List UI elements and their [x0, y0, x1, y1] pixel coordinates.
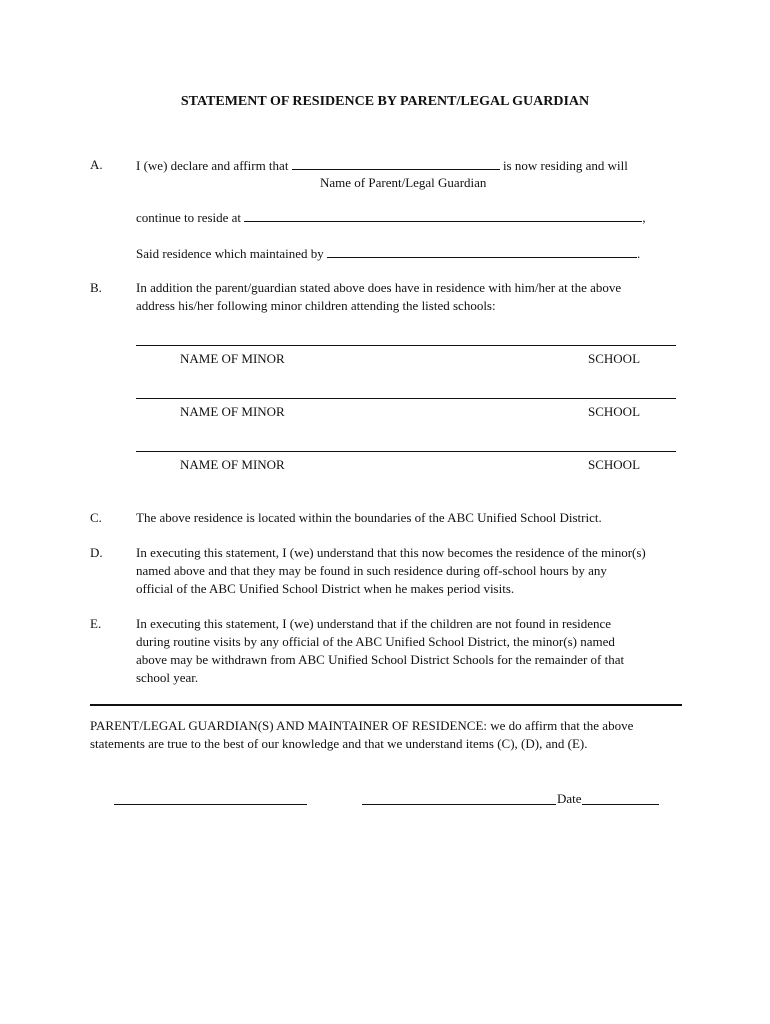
- guardian-name-field[interactable]: [292, 157, 500, 170]
- minor-label: NAME OF MINOR: [180, 404, 285, 419]
- section-e-letter: E.: [90, 616, 102, 631]
- minor-label: NAME OF MINOR: [180, 351, 285, 366]
- affirmation-line2: statements are true to the best of our knowledge and that we understand items (C), (D), and (E).: [90, 736, 588, 751]
- maintained-prefix: Said residence which maintained by: [136, 246, 324, 261]
- reside-prefix: continue to reside at: [136, 210, 242, 225]
- section-a-letter: A.: [90, 157, 103, 172]
- declare-line: [136, 157, 628, 174]
- minor-row-3-field[interactable]: [136, 451, 676, 452]
- section-c-letter: C.: [90, 510, 102, 525]
- minor-row-2-field[interactable]: [136, 398, 676, 399]
- section-b-line2: address his/her following minor children attending the listed schools:: [136, 298, 496, 313]
- section-d-line2: named above and that they may be found in such residence during off-school hours by any: [136, 563, 607, 578]
- section-b-letter: B.: [90, 280, 102, 295]
- affirmation-line1: PARENT/LEGAL GUARDIAN(S) AND MAINTAINER OF RESIDENCE: we do affirm that the above: [90, 718, 634, 733]
- page-title: STATEMENT OF RESIDENCE BY PARENT/LEGAL GUARDIAN: [180, 94, 590, 109]
- school-label: SCHOOL: [588, 404, 641, 419]
- guardian-caption: Name of Parent/Legal Guardian: [320, 175, 487, 190]
- reside-suffix: ,: [642, 210, 646, 225]
- section-d-line3: official of the ABC Unified School District when he makes period visits.: [136, 581, 515, 596]
- maintained-line: [136, 245, 640, 262]
- school-label: SCHOOL: [588, 351, 641, 366]
- maintainer-name-field[interactable]: [327, 245, 637, 258]
- date-label: Date: [557, 791, 582, 806]
- section-e-line1: In executing this statement, I (we) understand that if the children are not found in residence: [136, 616, 612, 631]
- section-e-line3: above may be withdrawn from ABC Unified School District Schools for the remainder of that: [136, 652, 625, 667]
- residence-address-field[interactable]: [244, 209, 642, 222]
- signature-line-1[interactable]: [114, 804, 307, 805]
- section-divider: [90, 704, 682, 706]
- section-b-line1: In addition the parent/guardian stated above does have in residence with him/her at the above: [136, 280, 622, 295]
- school-label: SCHOOL: [588, 457, 641, 472]
- signature-line-2[interactable]: [362, 804, 556, 805]
- section-e-line4: school year.: [136, 670, 199, 685]
- maintained-suffix: .: [636, 246, 641, 261]
- section-c-text: The above residence is located within the boundaries of the ABC Unified School District.: [136, 510, 602, 525]
- minor-row-1-field[interactable]: [136, 345, 676, 346]
- reside-line: [136, 209, 646, 226]
- date-field[interactable]: [582, 804, 659, 805]
- declare-prefix: I (we) declare and affirm that: [136, 158, 289, 173]
- section-d-line1: In executing this statement, I (we) understand that this now becomes the residence of the minor(s): [136, 545, 646, 560]
- section-d-letter: D.: [90, 545, 103, 560]
- declare-suffix: is now residing and will: [502, 158, 628, 173]
- section-e-line2: during routine visits by any official of the ABC Unified School District, the minor(s) named: [136, 634, 615, 649]
- minor-label: NAME OF MINOR: [180, 457, 285, 472]
